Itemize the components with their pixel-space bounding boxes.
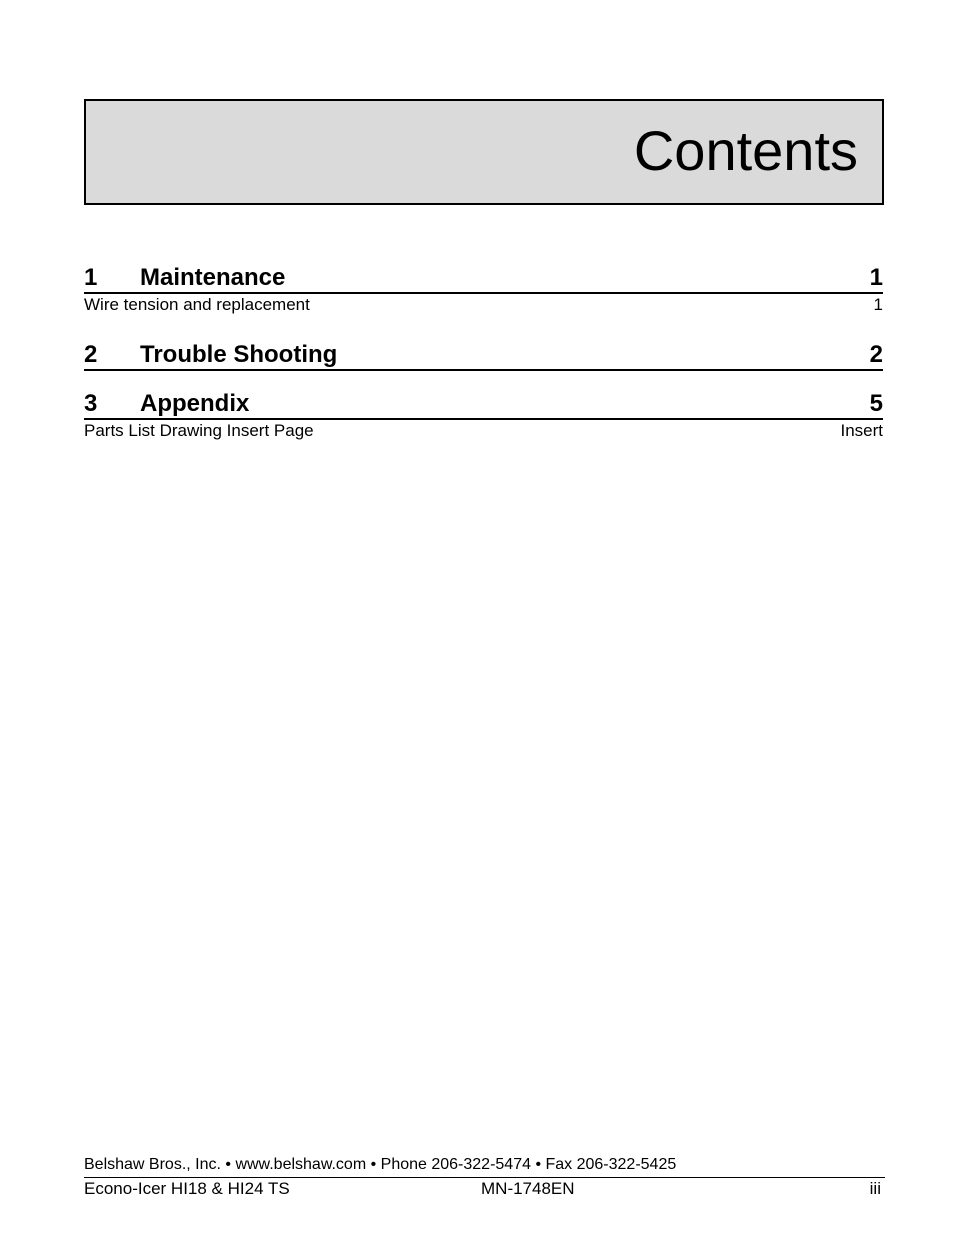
- spacer: [84, 371, 883, 390]
- page-title: Contents: [633, 119, 858, 182]
- entry-page: 1: [873, 295, 883, 314]
- toc-entry-wire-tension[interactable]: [84, 294, 883, 316]
- footer-page-number: iii: [869, 1179, 881, 1198]
- chapter-page: 1: [869, 264, 883, 291]
- chapter-title: Appendix: [140, 390, 250, 417]
- chapter-number: 3: [84, 390, 98, 417]
- chapter-number: 1: [84, 264, 98, 291]
- entry-title: Wire tension and replacement: [84, 295, 310, 314]
- chapter-title: Maintenance: [140, 264, 286, 291]
- table-of-contents: [84, 264, 883, 442]
- footer-row: [84, 1178, 885, 1200]
- entry-title: Parts List Drawing Insert Page: [84, 421, 314, 440]
- spacer: [84, 316, 883, 341]
- footer-product: Econo-Icer HI18 & HI24 TS: [84, 1179, 290, 1198]
- page-footer: [84, 1155, 885, 1200]
- toc-chapter-trouble-shooting[interactable]: [84, 341, 883, 371]
- footer-manual-number: MN-1748EN: [481, 1179, 575, 1198]
- toc-entry-parts-list[interactable]: [84, 420, 883, 442]
- toc-chapter-maintenance[interactable]: [84, 264, 883, 294]
- chapter-page: 5: [869, 390, 883, 417]
- entry-page: Insert: [840, 421, 883, 440]
- chapter-title: Trouble Shooting: [140, 341, 338, 368]
- title-box: [84, 99, 884, 205]
- chapter-page: 2: [869, 341, 883, 368]
- toc-chapter-appendix[interactable]: [84, 390, 883, 420]
- footer-contact: Belshaw Bros., Inc. • www.belshaw.com • Phone 206-322-5474 • Fax 206-322-5425: [84, 1155, 885, 1178]
- chapter-number: 2: [84, 341, 98, 368]
